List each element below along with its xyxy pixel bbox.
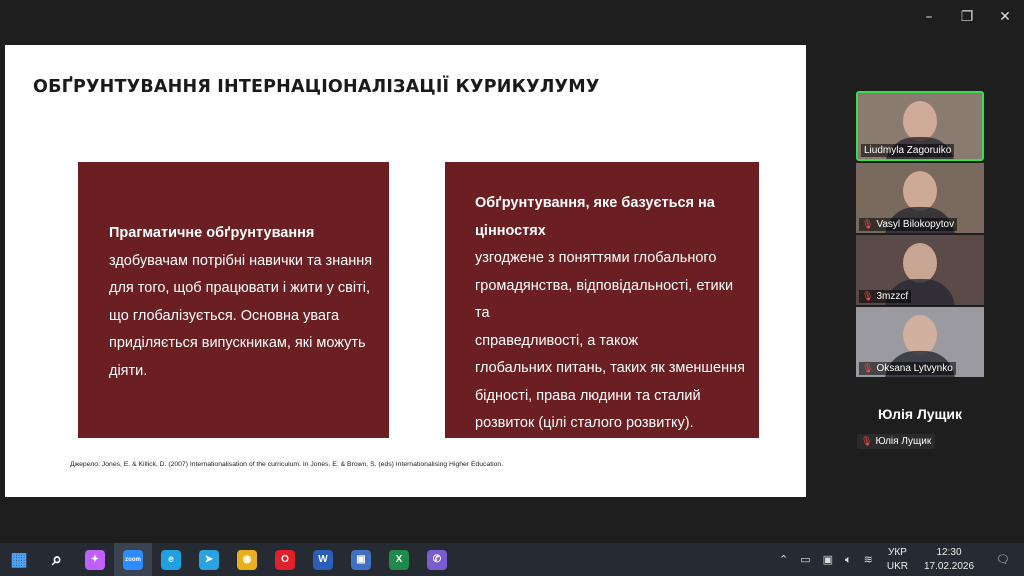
chrome-icon-glyph: ◉	[237, 550, 257, 570]
clock-date: 17.02.2026	[923, 560, 975, 572]
mic-off-icon: 🎙︎	[861, 436, 873, 446]
notifications-icon[interactable]: 🗨︎	[996, 553, 1010, 566]
participant-name-text: 3mzzcf	[876, 291, 909, 302]
pragmatic-rationale-box	[78, 162, 389, 438]
right-box-line: бідності, права людини та сталий	[475, 387, 701, 404]
save-icon-glyph: ▣	[351, 550, 371, 570]
edge-icon[interactable]	[152, 543, 190, 576]
right-box-line: глобальних питань, таких як зменшення	[475, 360, 745, 376]
left-box-line: що глобалізується. Основна увага	[109, 307, 340, 324]
restore-icon[interactable]: ❐	[960, 9, 974, 25]
language-indicator[interactable]	[879, 546, 916, 574]
values-rationale-box	[445, 162, 759, 438]
participant-name-text: Oksana Lytvynko	[876, 363, 953, 374]
windows-start-icon[interactable]	[0, 543, 38, 576]
search-icon[interactable]	[38, 543, 76, 576]
participant-name	[859, 290, 911, 303]
participant-tile[interactable]	[856, 235, 984, 305]
chevron-up-icon[interactable]: ⌃	[778, 553, 789, 566]
windows-taskbar	[0, 543, 1024, 576]
left-box-line: здобувачам потрібні навички та знання	[109, 252, 373, 269]
lang-top: УКР	[887, 546, 907, 558]
participant-name-text: Vasyl Bilokopytov	[876, 219, 955, 230]
participant-video	[903, 243, 937, 283]
participant-video	[903, 171, 937, 211]
participant-video	[903, 101, 937, 141]
save-icon[interactable]	[342, 543, 380, 576]
right-box-title: цінностях	[475, 222, 546, 239]
excel-icon-glyph: X	[389, 550, 409, 570]
windows-start-icon-glyph: ▦	[10, 549, 28, 569]
mic-off-icon: 🎙︎	[862, 219, 874, 229]
right-box-line: справедливості, а також	[475, 332, 639, 349]
participant-video	[903, 315, 937, 355]
telegram-icon[interactable]	[190, 543, 228, 576]
left-box-line: приділяється випускникам, які можуть	[109, 335, 366, 351]
participant-name	[861, 144, 954, 157]
viber-icon-glyph: ✆	[427, 550, 447, 570]
window-controls	[910, 0, 1024, 34]
viber-icon[interactable]	[418, 543, 456, 576]
word-icon-glyph: W	[313, 550, 333, 570]
self-name-label[interactable]	[857, 434, 935, 449]
left-box-line: діяти.	[109, 362, 148, 379]
telegram-icon-glyph: ➤	[199, 550, 219, 570]
self-label-text: Юлія Лущик	[875, 436, 932, 447]
excel-icon[interactable]	[380, 543, 418, 576]
source-citation: Джерело: Jones, E. & Killick, D. (2007) Internationalisation of the curriculum. In Jones, E. & Brown, S. (eds) Internationalising Higher Education.	[70, 461, 504, 468]
edge-icon-glyph: e	[161, 550, 181, 570]
device-icon[interactable]: ▣	[822, 553, 834, 566]
zoom-icon-glyph: zoom	[123, 550, 143, 570]
close-icon[interactable]: ✕	[999, 9, 1011, 25]
self-display-name: Юлія Лущик	[878, 406, 962, 422]
volume-icon[interactable]: 🔈︎	[845, 552, 852, 566]
right-box-line: громадянства, відповідальності, етики та	[475, 277, 734, 321]
clock[interactable]	[916, 546, 982, 574]
word-icon[interactable]	[304, 543, 342, 576]
system-tray	[773, 543, 1024, 576]
clock-time: 12:30	[936, 546, 962, 558]
zoom-icon[interactable]	[114, 543, 152, 576]
search-icon-glyph: ⌕	[51, 549, 63, 569]
opera-icon-glyph: O	[275, 550, 295, 570]
mic-off-icon: 🎙︎	[862, 291, 874, 301]
participant-name	[859, 362, 956, 375]
right-box-line: узгоджене з поняттями глобального	[475, 250, 717, 266]
lang-bottom: UKR	[886, 560, 908, 572]
left-box-title: Прагматичне обґрунтування	[109, 225, 315, 241]
right-box-title: Обґрунтування, яке базується на	[475, 195, 715, 211]
copilot-icon-glyph: ✦	[85, 550, 105, 570]
participant-name-text: Liudmyla Zagoruiko	[864, 145, 952, 156]
participant-name	[859, 218, 957, 231]
wifi-icon[interactable]: ≋	[863, 553, 873, 566]
left-box-line: для того, щоб працювати і жити у світі,	[109, 280, 370, 296]
copilot-icon[interactable]	[76, 543, 114, 576]
participant-tile[interactable]	[856, 91, 984, 161]
participant-tile[interactable]	[856, 307, 984, 377]
right-box-line: розвиток (цілі сталого розвитку).	[475, 415, 694, 431]
minimize-icon[interactable]: –	[925, 9, 933, 25]
opera-icon[interactable]	[266, 543, 304, 576]
chrome-icon[interactable]	[228, 543, 266, 576]
participant-tile[interactable]	[856, 163, 984, 233]
shared-slide	[5, 45, 806, 497]
mic-off-icon: 🎙︎	[862, 363, 874, 373]
battery-icon[interactable]: ▭	[800, 553, 811, 566]
slide-title: ОБҐРУНТУВАННЯ ІНТЕРНАЦІОНАЛІЗАЦІЇ КУРИКУЛУМУ	[33, 77, 600, 97]
